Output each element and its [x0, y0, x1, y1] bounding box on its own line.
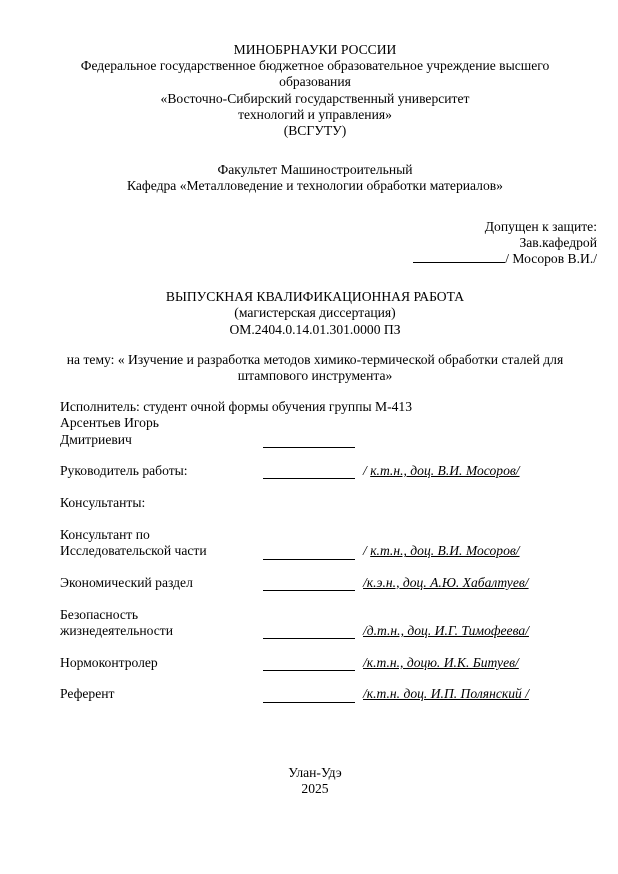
footer-city: Улан-Удэ	[288, 764, 342, 780]
topic-line-2: штампового инструмента»	[237, 368, 393, 384]
header-line-university-1: «Восточно-Сибирский государственный университет	[160, 90, 470, 106]
signature-blank	[263, 434, 355, 448]
signature-row-referent	[60, 686, 618, 702]
signature-row-supervisor	[60, 463, 618, 479]
signature-row-economic	[60, 575, 618, 591]
signature-row-life-safety	[60, 607, 618, 639]
department-line: Кафедра «Металловедение и технологии обработки материалов»	[127, 178, 503, 194]
name-underlined: к.т.н., доц. В.И. Мосоров/	[370, 462, 520, 478]
signature-blank	[413, 262, 505, 263]
signature-name	[363, 463, 520, 479]
name-underlined: к.т.н., доц. В.И. Мосоров/	[370, 543, 520, 559]
header-line-institution-1: Федеральное государственное бюджетное образовательное учреждение высшего	[80, 58, 550, 74]
label-line: Исследовательской части	[60, 543, 207, 559]
signature-row-label	[60, 655, 263, 671]
approval-signature-line	[0, 251, 597, 267]
name-prefix: /	[363, 543, 371, 559]
signature-row-label	[60, 575, 263, 591]
signature-row-label	[60, 686, 263, 702]
topic-line-1: на тему: « Изучение и разработка методов химико-термической обработки сталей для	[66, 351, 564, 367]
work-title: ВЫПУСКНАЯ КВАЛИФИКАЦИОННАЯ РАБОТА	[165, 289, 465, 305]
topic-block	[0, 352, 618, 384]
executor-block	[60, 399, 618, 448]
executor-signature-row	[60, 432, 618, 448]
work-title-block	[0, 289, 618, 338]
name-underlined: /к.э.н., доц. А.Ю. Хабалтуев/	[363, 574, 529, 590]
approval-signed-name: / Мосоров В.И./	[505, 251, 597, 267]
signature-blank	[263, 546, 355, 560]
label-line: жизнедеятельности	[60, 623, 173, 639]
approval-line-1: Допущен к защите:	[484, 218, 597, 234]
signature-blank	[263, 577, 355, 591]
signature-name	[363, 686, 529, 702]
signature-row-label	[60, 527, 263, 559]
executor-line-1: Исполнитель: студент очной формы обучения группы М-413	[60, 399, 413, 415]
faculty-line: Факультет Машиностроительный	[217, 162, 413, 178]
signature-name	[363, 655, 519, 671]
signature-row-label	[60, 463, 263, 479]
signature-blank	[263, 689, 355, 703]
label-line: Нормоконтролер	[60, 655, 158, 671]
header-line-institution-2: образования	[279, 74, 351, 90]
label-line: Безопасность	[60, 606, 139, 622]
signature-name	[363, 623, 529, 639]
footer-block	[0, 765, 618, 797]
label-line: Экономический раздел	[60, 574, 193, 590]
consultants-heading: Консультанты:	[60, 495, 146, 511]
approval-block	[0, 219, 618, 268]
signature-row-norm-control	[60, 655, 618, 671]
footer-year: 2025	[301, 780, 329, 796]
label-line: Консультант по	[60, 527, 150, 543]
signature-blank	[263, 625, 355, 639]
signature-name	[363, 543, 520, 559]
name-underlined: /к.т.н. доц. И.П. Полянский /	[363, 686, 529, 702]
name-underlined: /к.т.н., доцю. И.К. Битуев/	[363, 655, 519, 671]
document-code: ОМ.2404.0.14.01.301.0000 ПЗ	[229, 321, 401, 337]
faculty-block	[0, 162, 618, 194]
signature-blank	[263, 465, 355, 479]
name-underlined: /д.т.н., доц. И.Г. Тимофеева/	[363, 623, 529, 639]
executor-name-line-1: Арсентьев Игорь	[60, 415, 159, 431]
signature-name	[363, 575, 529, 591]
label-line: Руководитель работы:	[60, 462, 188, 478]
name-prefix: /	[363, 462, 371, 478]
work-subtitle: (магистерская диссертация)	[234, 305, 396, 321]
header-line-university-2: технологий и управления»	[238, 106, 392, 122]
label-line: Референт	[60, 686, 115, 702]
header-line-ministry: МИНОБРНАУКИ РОССИИ	[233, 42, 397, 57]
approval-line-2: Зав.кафедрой	[519, 234, 597, 250]
signature-row-research-consultant	[60, 527, 618, 559]
signature-blank	[263, 657, 355, 671]
header-line-abbreviation: (ВСГУТУ)	[283, 123, 347, 139]
signature-row-label	[60, 607, 263, 639]
executor-name-line-2: Дмитриевич	[60, 431, 132, 447]
ministry-header	[0, 42, 618, 139]
